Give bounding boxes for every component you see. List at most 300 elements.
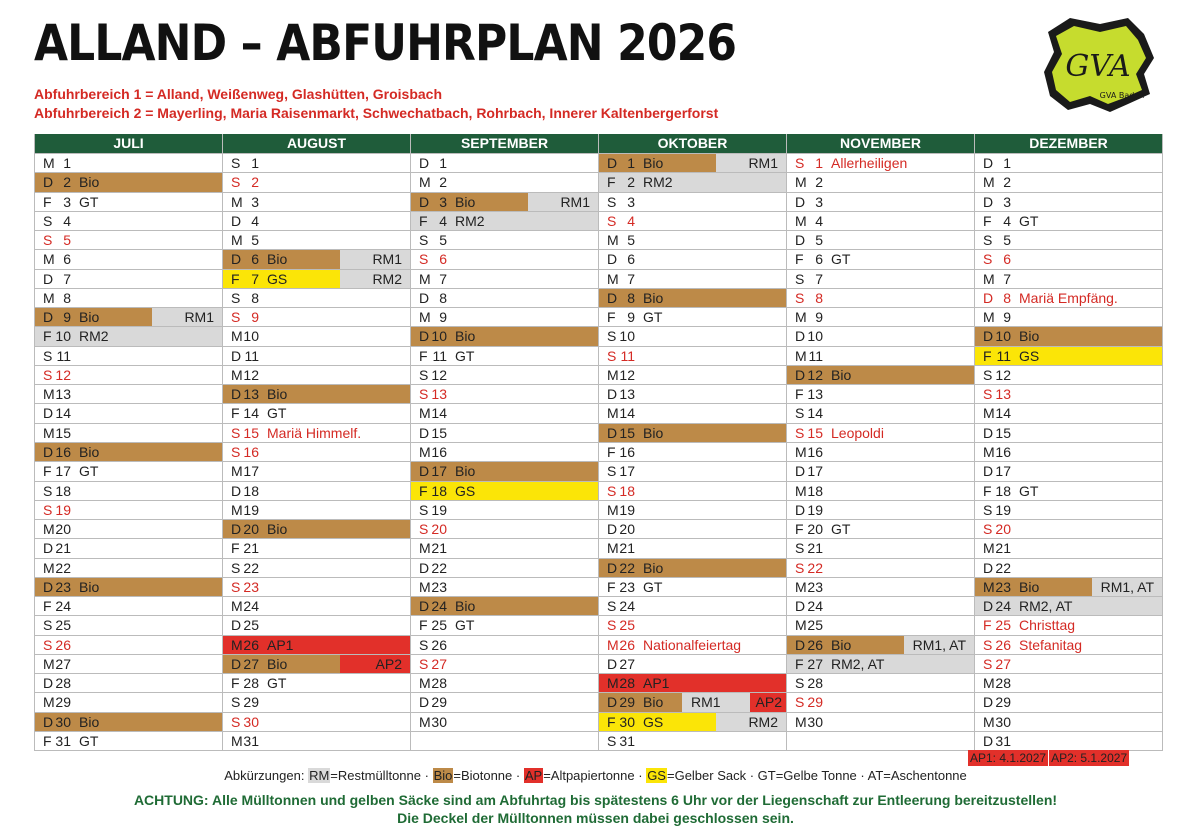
day-number: 21 xyxy=(55,540,71,557)
weekday: F xyxy=(231,540,240,557)
day-cell xyxy=(223,461,410,480)
weekday: M xyxy=(231,193,243,210)
day-cell xyxy=(223,731,410,750)
weekday: S xyxy=(795,405,805,422)
weekday: M xyxy=(419,443,431,460)
day-number: 7 xyxy=(251,270,259,287)
day-cell xyxy=(787,307,974,326)
day-cell xyxy=(35,538,222,557)
day-cell xyxy=(975,365,1162,384)
day-number: 8 xyxy=(815,289,823,306)
weekday: S xyxy=(231,155,241,171)
weekday: M xyxy=(231,636,243,653)
weekday: S xyxy=(419,232,429,249)
weekday: D xyxy=(607,559,618,576)
day-number: 4 xyxy=(1003,212,1011,229)
day-number: 12 xyxy=(55,366,71,383)
weekday: S xyxy=(607,328,617,345)
collection-label: Bio xyxy=(455,463,476,480)
day-number: 17 xyxy=(55,463,71,480)
day-number: 12 xyxy=(807,366,823,383)
day-number: 9 xyxy=(251,309,259,326)
day-number: 6 xyxy=(627,251,635,268)
day-number: 15 xyxy=(995,424,1011,441)
weekday: F xyxy=(419,482,428,499)
weekday: M xyxy=(983,174,995,191)
day-number: 19 xyxy=(995,501,1011,518)
day-cell xyxy=(411,172,598,191)
day-cell xyxy=(599,654,786,673)
day-number: 2 xyxy=(627,174,635,191)
weekday: M xyxy=(983,713,995,730)
day-number: 17 xyxy=(807,463,823,480)
collection-label: Bio xyxy=(267,655,288,672)
day-number: 2 xyxy=(63,174,71,191)
day-cell xyxy=(599,481,786,500)
day-number: 11 xyxy=(56,347,71,364)
day-number: 5 xyxy=(815,232,823,249)
weekday: S xyxy=(231,578,241,595)
day-number: 11 xyxy=(996,347,1011,364)
day-number: 14 xyxy=(55,405,71,422)
weekday: S xyxy=(43,636,53,653)
weekday: S xyxy=(43,617,53,634)
weekday: D xyxy=(983,463,994,480)
day-number: 17 xyxy=(995,463,1011,480)
weekday: M xyxy=(795,174,807,191)
day-number: 11 xyxy=(808,347,823,364)
weekday: M xyxy=(231,366,243,383)
collection-label: GS xyxy=(267,270,288,287)
weekday: D xyxy=(983,328,994,345)
weekday: S xyxy=(231,424,241,441)
day-cell xyxy=(599,577,786,596)
day-number: 18 xyxy=(243,482,259,499)
day-cell xyxy=(411,423,598,442)
day-number: 8 xyxy=(627,289,635,306)
weekday: S xyxy=(419,636,429,653)
weekday: D xyxy=(43,443,54,460)
weekday: M xyxy=(43,655,55,672)
weekday: M xyxy=(795,347,807,364)
day-cell xyxy=(787,423,974,442)
day-number: 1 xyxy=(815,155,823,171)
day-cell xyxy=(35,384,222,403)
collection-label-right: RM1, AT xyxy=(912,636,966,653)
day-cell xyxy=(223,635,410,654)
day-number: 22 xyxy=(55,559,71,576)
day-cell xyxy=(787,346,974,365)
day-number: 29 xyxy=(619,694,635,711)
month-header: SEPTEMBER xyxy=(411,134,598,153)
collection-label: Bio xyxy=(1019,578,1040,595)
weekday: S xyxy=(607,347,617,364)
day-number: 22 xyxy=(807,559,823,576)
weekday: F xyxy=(231,405,240,422)
area-2-description: Abfuhrbereich 2 = Mayerling, Maria Raisenmarkt, Schwechatbach, Rohrbach, Innerer Kaltenbergerforst xyxy=(34,105,719,121)
day-cell xyxy=(35,249,222,268)
day-cell xyxy=(223,403,410,422)
day-cell xyxy=(599,558,786,577)
day-number: 16 xyxy=(995,443,1011,460)
weekday: D xyxy=(231,386,242,403)
day-cell xyxy=(223,211,410,230)
day-number: 3 xyxy=(251,193,259,210)
day-cell xyxy=(787,558,974,577)
day-number: 8 xyxy=(63,289,71,306)
day-number: 26 xyxy=(431,636,447,653)
day-cell xyxy=(411,635,598,654)
day-number: 30 xyxy=(431,713,447,730)
day-number: 25 xyxy=(619,617,635,634)
day-number: 31 xyxy=(243,732,259,749)
day-cell xyxy=(975,403,1162,422)
day-number: 29 xyxy=(807,694,823,711)
ap-note xyxy=(968,750,1129,766)
legend-gs-swatch: GS xyxy=(647,768,666,783)
day-number: 5 xyxy=(627,232,635,249)
day-cell xyxy=(223,596,410,615)
weekday: D xyxy=(419,598,430,615)
day-number: 30 xyxy=(243,713,259,730)
collection-label: GT xyxy=(831,251,851,268)
weekday: S xyxy=(795,270,805,287)
day-number: 30 xyxy=(619,713,635,730)
weekday: S xyxy=(983,521,993,538)
collection-label-right: AP2 xyxy=(375,655,402,672)
day-cell xyxy=(599,326,786,345)
weekday: S xyxy=(983,232,993,249)
day-number: 15 xyxy=(243,424,259,441)
day-cell xyxy=(35,442,222,461)
day-number: 1 xyxy=(251,155,259,171)
day-number: 1 xyxy=(1003,155,1011,171)
day-number: 4 xyxy=(63,212,71,229)
day-cell xyxy=(975,307,1162,326)
day-cell xyxy=(35,423,222,442)
collection-label: Bio xyxy=(79,578,100,595)
day-cell xyxy=(35,365,222,384)
collection-label: Leopoldi xyxy=(831,424,884,441)
day-cell xyxy=(411,712,598,731)
weekday: S xyxy=(795,559,805,576)
day-number: 24 xyxy=(995,598,1011,615)
collection-label: Bio xyxy=(643,424,664,441)
weekday: D xyxy=(983,694,994,711)
weekday: D xyxy=(419,694,430,711)
weekday: S xyxy=(419,501,429,518)
day-number: 18 xyxy=(619,482,635,499)
day-number: 22 xyxy=(431,559,447,576)
day-number: 24 xyxy=(55,598,71,615)
weekday: S xyxy=(231,289,241,306)
weekday: D xyxy=(43,578,54,595)
day-cell xyxy=(223,365,410,384)
day-number: 4 xyxy=(627,212,635,229)
weekday: M xyxy=(419,675,431,692)
weekday: D xyxy=(43,713,54,730)
day-number: 13 xyxy=(243,386,259,403)
weekday: F xyxy=(231,270,240,287)
collection-label: Mariä Himmelf. xyxy=(267,424,362,441)
day-number: 20 xyxy=(243,521,259,538)
collection-label: Bio xyxy=(831,636,852,653)
collection-label: GT xyxy=(79,463,99,480)
day-cell xyxy=(599,384,786,403)
day-number: 7 xyxy=(815,270,823,287)
month-column-juli xyxy=(34,134,222,750)
day-cell xyxy=(223,481,410,500)
day-cell xyxy=(223,442,410,461)
day-cell xyxy=(787,461,974,480)
weekday: F xyxy=(419,347,428,364)
day-number: 25 xyxy=(55,617,71,634)
day-number: 17 xyxy=(619,463,635,480)
day-cell xyxy=(35,558,222,577)
weekday: D xyxy=(231,347,242,364)
weekday: D xyxy=(231,482,242,499)
collection-label: Allerheiligen xyxy=(831,155,908,171)
collection-label: GT xyxy=(455,617,475,634)
warning-notice xyxy=(0,791,1191,827)
day-cell xyxy=(411,654,598,673)
collection-label: GT xyxy=(831,521,851,538)
weekday: D xyxy=(43,309,54,326)
collection-label-right: RM1 xyxy=(184,309,214,326)
weekday: S xyxy=(43,366,53,383)
weekday: S xyxy=(795,694,805,711)
weekday: F xyxy=(43,193,52,210)
weekday: M xyxy=(983,675,995,692)
legend-gs-text: =Gelber Sack · GT=Gelbe Tonne · AT=Aschentonne xyxy=(666,768,967,783)
weekday: F xyxy=(419,212,428,229)
day-cell xyxy=(787,635,974,654)
day-number: 16 xyxy=(243,443,259,460)
day-number: 1 xyxy=(63,155,71,171)
collection-label: Bio xyxy=(79,309,100,326)
weekday: M xyxy=(231,328,243,345)
day-number: 23 xyxy=(807,578,823,595)
day-cell xyxy=(411,558,598,577)
day-number: 15 xyxy=(807,424,823,441)
weekday: F xyxy=(983,617,992,634)
day-number: 25 xyxy=(431,617,447,634)
day-cell xyxy=(787,712,974,731)
weekday: D xyxy=(607,386,618,403)
day-number: 23 xyxy=(995,578,1011,595)
weekday: D xyxy=(795,232,806,249)
weekday: F xyxy=(983,347,992,364)
weekday: M xyxy=(795,309,807,326)
collection-label: AP1 xyxy=(267,636,294,653)
day-cell xyxy=(787,384,974,403)
day-number: 21 xyxy=(243,540,259,557)
weekday: M xyxy=(795,482,807,499)
day-number: 19 xyxy=(55,501,71,518)
day-cell xyxy=(223,346,410,365)
month-column-dezember xyxy=(974,134,1163,750)
day-cell xyxy=(599,230,786,249)
day-cell xyxy=(223,538,410,557)
weekday: M xyxy=(43,289,55,306)
day-number: 26 xyxy=(619,636,635,653)
day-cell xyxy=(787,172,974,191)
weekday: S xyxy=(607,732,617,749)
day-number: 22 xyxy=(995,559,1011,576)
day-cell xyxy=(787,519,974,538)
weekday: D xyxy=(795,328,806,345)
day-cell xyxy=(411,519,598,538)
day-cell xyxy=(599,442,786,461)
page-title: ALLAND – ABFUHRPLAN 2026 xyxy=(34,14,737,72)
day-number: 14 xyxy=(619,405,635,422)
day-cell xyxy=(411,365,598,384)
day-number: 30 xyxy=(807,713,823,730)
day-cell xyxy=(787,654,974,673)
day-cell xyxy=(35,288,222,307)
day-cell xyxy=(411,269,598,288)
legend xyxy=(0,768,1191,783)
day-number: 2 xyxy=(815,174,823,191)
weekday: S xyxy=(607,617,617,634)
collection-label: GT xyxy=(267,405,287,422)
weekday: F xyxy=(43,463,52,480)
day-cell xyxy=(975,731,1162,750)
month-header: JULI xyxy=(35,134,222,153)
weekday: S xyxy=(419,366,429,383)
day-cell xyxy=(35,712,222,731)
day-cell xyxy=(411,346,598,365)
collection-label: Bio xyxy=(79,443,100,460)
collection-label: Bio xyxy=(1019,328,1040,345)
weekday: M xyxy=(419,174,431,191)
collection-label: AP1 xyxy=(643,675,670,692)
collection-label: Bio xyxy=(267,386,288,403)
weekday: M xyxy=(607,270,619,287)
day-number: 29 xyxy=(995,694,1011,711)
day-cell xyxy=(223,384,410,403)
weekday: M xyxy=(43,694,55,711)
day-cell xyxy=(35,596,222,615)
empty-cell xyxy=(411,731,598,750)
day-cell xyxy=(599,538,786,557)
weekday: F xyxy=(607,578,616,595)
day-cell xyxy=(787,403,974,422)
day-cell xyxy=(35,403,222,422)
weekday: S xyxy=(983,636,993,653)
weekday: F xyxy=(795,655,804,672)
area-1-description: Abfuhrbereich 1 = Alland, Weißenweg, Glashütten, Groisbach xyxy=(34,86,443,102)
day-cell xyxy=(787,673,974,692)
day-number: 27 xyxy=(243,655,259,672)
weekday: M xyxy=(419,270,431,287)
day-cell xyxy=(787,365,974,384)
day-number: 17 xyxy=(431,463,447,480)
weekday: M xyxy=(419,540,431,557)
weekday: M xyxy=(983,578,995,595)
weekday: M xyxy=(607,232,619,249)
day-cell xyxy=(975,153,1162,172)
month-header: OKTOBER xyxy=(599,134,786,153)
collection-label: GS xyxy=(1019,347,1040,364)
day-cell xyxy=(975,230,1162,249)
day-number: 25 xyxy=(243,617,259,634)
day-number: 8 xyxy=(251,289,259,306)
weekday: S xyxy=(231,443,241,460)
day-cell xyxy=(411,500,598,519)
day-cell xyxy=(35,153,222,172)
collection-label: RM2, AT xyxy=(831,655,885,672)
weekday: M xyxy=(419,309,431,326)
day-cell xyxy=(411,538,598,557)
day-cell xyxy=(223,673,410,692)
day-cell xyxy=(35,269,222,288)
day-cell xyxy=(411,307,598,326)
weekday: M xyxy=(419,578,431,595)
day-cell xyxy=(35,731,222,750)
day-cell xyxy=(599,346,786,365)
legend-bio-swatch: Bio xyxy=(433,768,453,783)
day-number: 22 xyxy=(243,559,259,576)
day-cell xyxy=(223,615,410,634)
day-number: 25 xyxy=(995,617,1011,634)
weekday: M xyxy=(231,463,243,480)
collection-label-right: RM2 xyxy=(372,270,402,287)
weekday: F xyxy=(795,251,804,268)
weekday: S xyxy=(607,482,617,499)
weekday: M xyxy=(231,732,243,749)
day-number: 13 xyxy=(619,386,635,403)
weekday: S xyxy=(983,251,993,268)
day-number: 14 xyxy=(807,405,823,422)
calendar-grid xyxy=(34,134,1163,751)
weekday: S xyxy=(231,559,241,576)
day-number: 24 xyxy=(243,598,259,615)
day-cell xyxy=(223,654,410,673)
day-number: 10 xyxy=(55,328,71,345)
weekday: M xyxy=(43,155,55,171)
collection-label-right: RM2 xyxy=(748,713,778,730)
weekday: S xyxy=(607,193,617,210)
day-cell xyxy=(975,442,1162,461)
day-number: 6 xyxy=(815,251,823,268)
weekday: D xyxy=(419,155,430,171)
weekday: S xyxy=(795,540,805,557)
weekday: D xyxy=(607,424,618,441)
day-cell xyxy=(35,326,222,345)
day-cell xyxy=(411,153,598,172)
weekday: F xyxy=(607,713,616,730)
ap2-note: AP2: 5.1.2027 xyxy=(1048,750,1129,766)
collection-label: GT xyxy=(267,675,287,692)
day-cell xyxy=(975,577,1162,596)
weekday: M xyxy=(983,309,995,326)
day-cell xyxy=(35,481,222,500)
day-cell xyxy=(35,654,222,673)
weekday: F xyxy=(419,617,428,634)
weekday: D xyxy=(419,424,430,441)
weekday: D xyxy=(983,289,994,306)
weekday: D xyxy=(419,559,430,576)
day-number: 15 xyxy=(431,424,447,441)
collection-label: GT xyxy=(643,578,663,595)
day-number: 7 xyxy=(627,270,635,287)
weekday: F xyxy=(607,174,616,191)
day-cell xyxy=(35,692,222,711)
weekday: M xyxy=(231,232,243,249)
day-cell xyxy=(35,635,222,654)
day-cell xyxy=(411,211,598,230)
